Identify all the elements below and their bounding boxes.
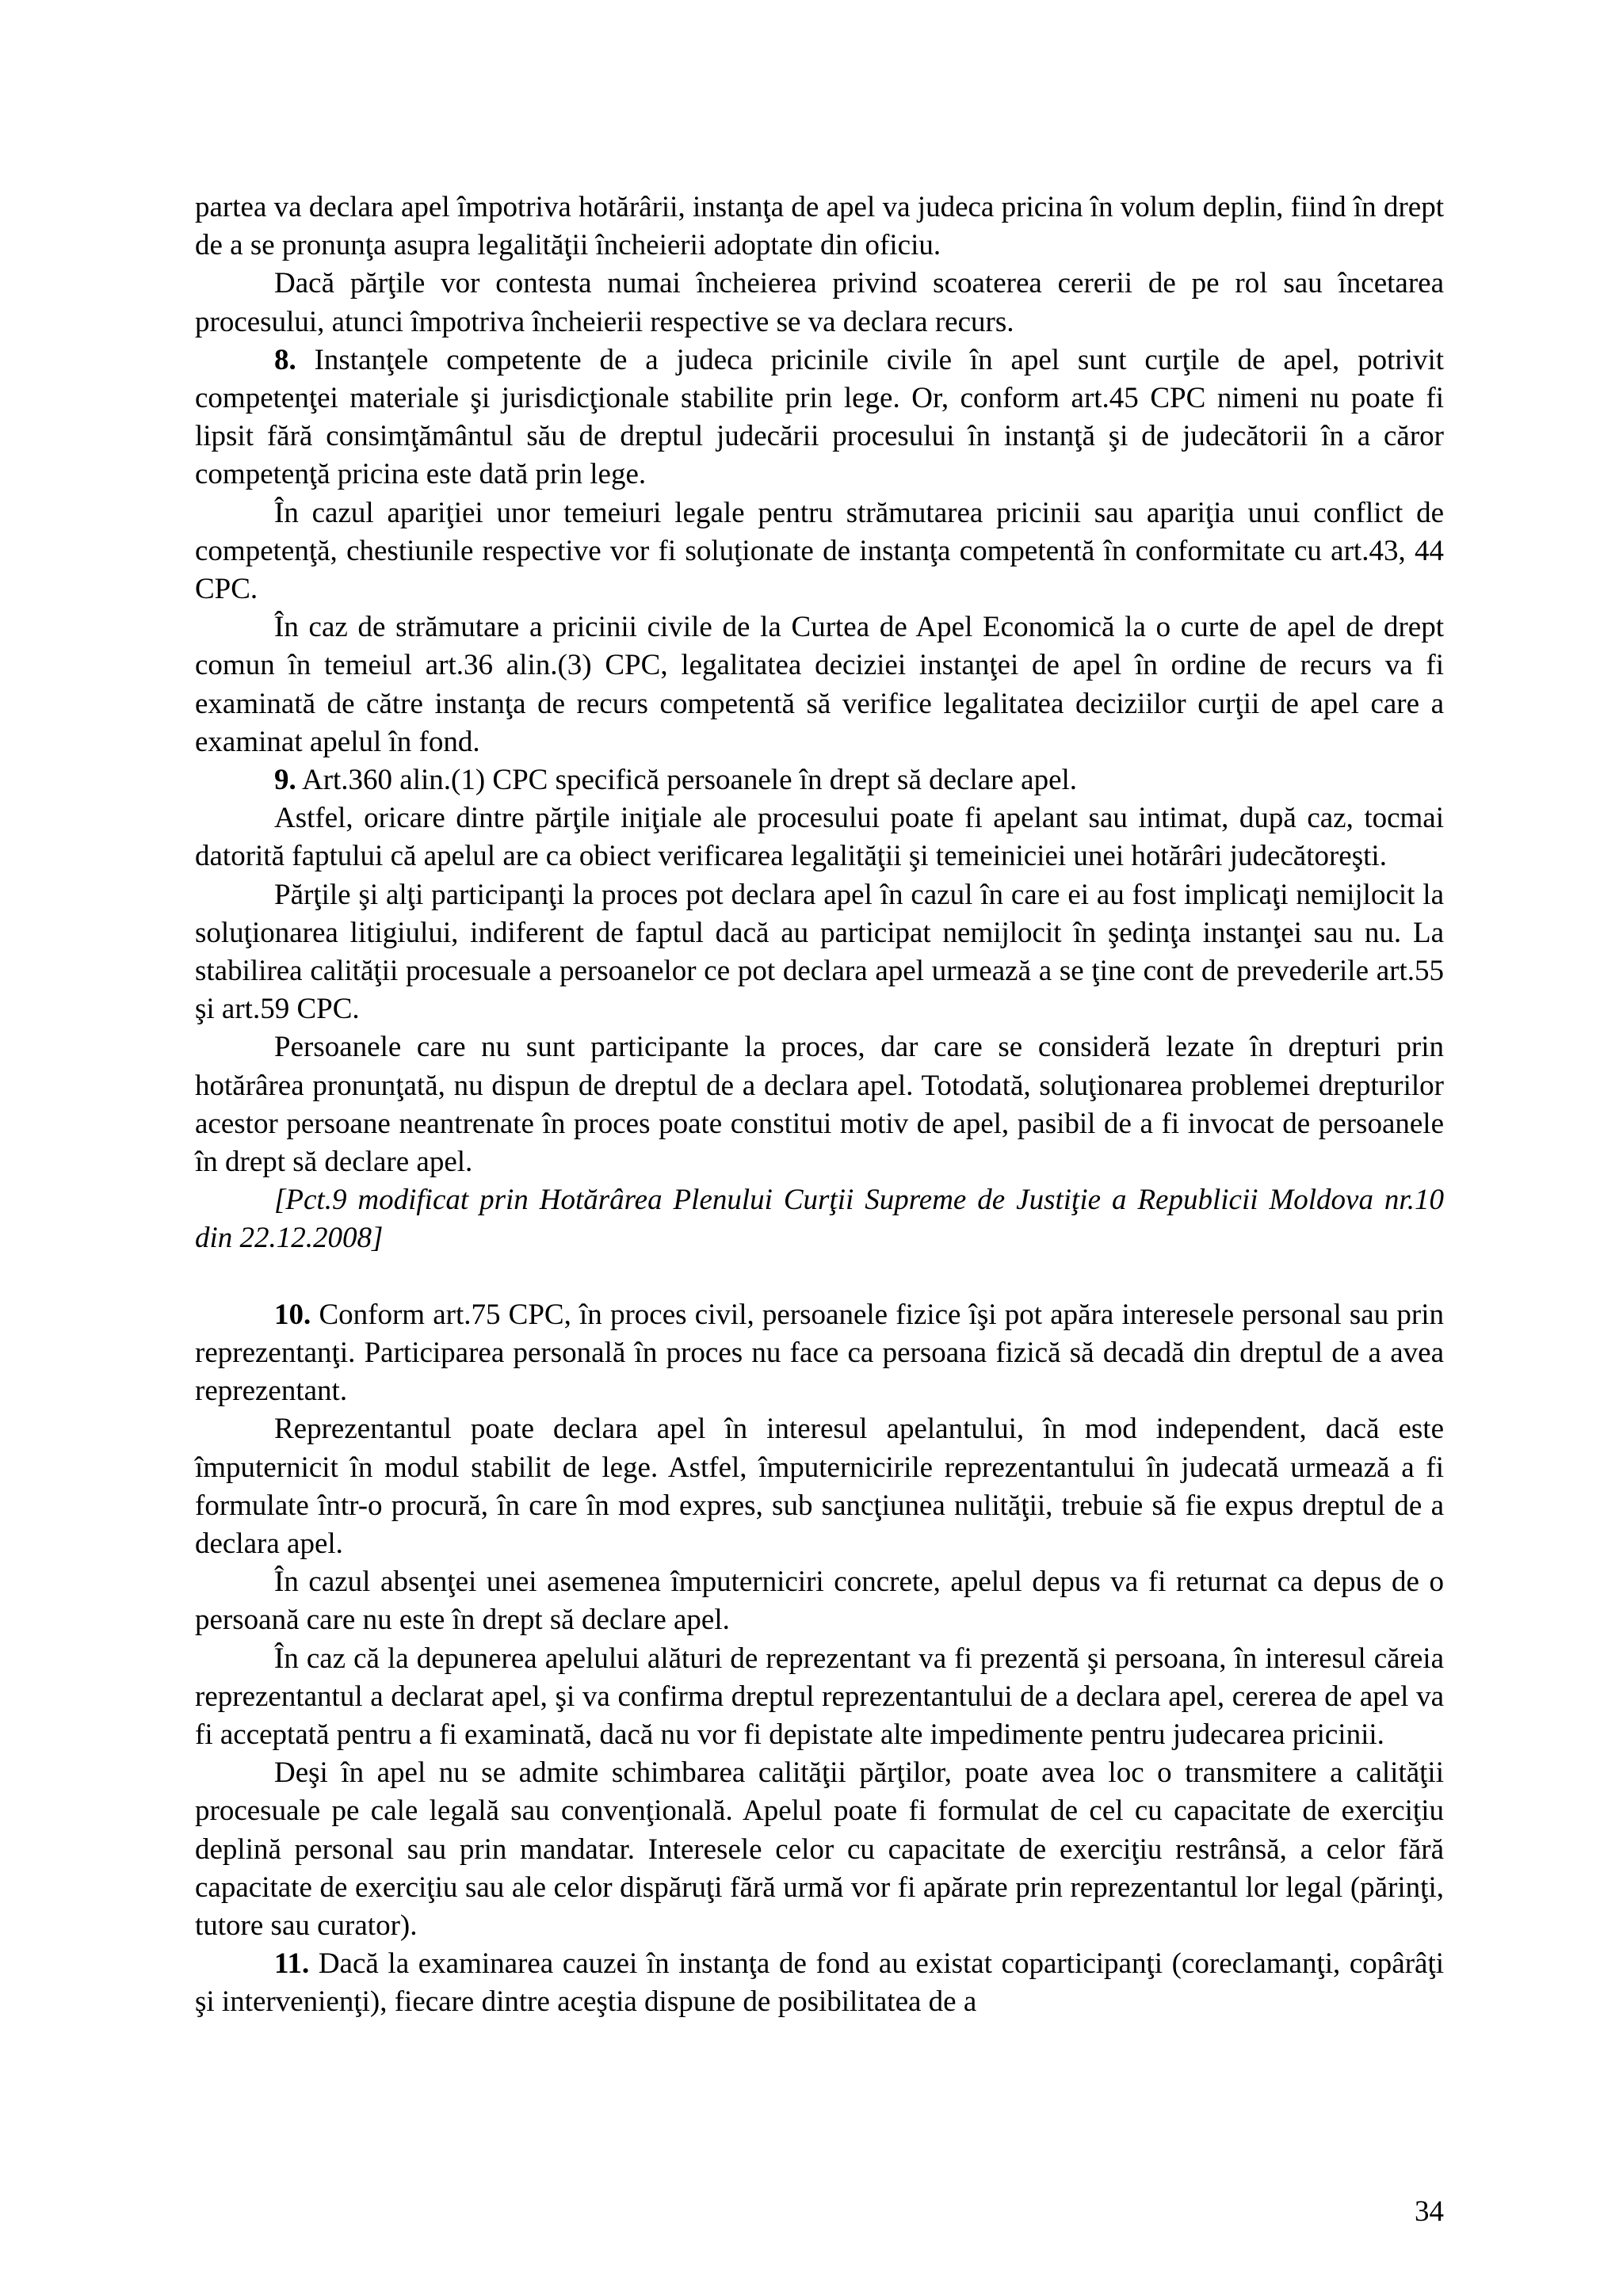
note-text: [Pct.9 modificat prin Hotărârea Plenului Curţii Supreme de Justiţie a Republicii Moldova nr.10 din 22.12.2008] [195, 1184, 1444, 1255]
paragraph-text: Dacă la examinarea cauzei în instanţa de fond au existat coparticipanţi (coreclamanţi, copârâţi şi intervenienţi), fiecare dintre aceştia dispune de posibilitatea de a [195, 1947, 1444, 2019]
paragraph-text: Dacă părţile vor contesta numai încheierea privind scoaterea cererii de pe rol sau încetarea procesului, atunci împotriva încheierii respective se va declara recurs. [195, 267, 1444, 338]
paragraph-8 [195, 876, 1444, 1029]
paragraph-15 [195, 1754, 1444, 1945]
paragraph-text: partea va declara apel împotriva hotărârii, instanţa de apel va judeca pricina în volum deplin, fiind în drept de a se pronunţa asupra legalităţii încheierii adoptate din oficiu. [195, 191, 1444, 262]
paragraph-point-8 [195, 341, 1444, 494]
paragraph-7 [195, 799, 1444, 875]
paragraph-text: Părţile şi alţi participanţi la proces pot declara apel în cazul în care ei au fost implicaţi nemijlocit la soluţionarea litigiului, indiferent de faptul dacă au participat nemijlocit în şedinţa instanţei sau nu. La stabilirea calităţii procesuale a persoanelor ce pot declara apel urmează a se ţine cont de prevederile art.55 şi art.59 CPC. [195, 878, 1444, 1026]
paragraph-text: În cazul apariţiei unor temeiuri legale pentru strămutarea pricinii sau apariţia unui conflict de competenţă, chestiunile respective vor fi soluţionate de instanţa competentă în conformitate cu art.43, 44 CPC. [195, 496, 1444, 606]
point-number: 11. [274, 1947, 310, 1981]
paragraph-4 [195, 494, 1444, 609]
paragraph-text: Deşi în apel nu se admite schimbarea calităţii părţilor, poate avea loc o transmitere a calităţii procesuale pe cale legală sau convenţională. Apelul poate fi formulat de cel cu capacitate de exerciţiu deplină personal sau prin mandatar. Interesele celor cu capacitate de exerciţiu restrânsă, a celor fără capacitate de exerciţiu sau ale celor dispăruţi fără urmă vor fi apărate prin reprezentantul lor legal (părinţi, tutore sau curator). [195, 1756, 1444, 1942]
paragraph-text: În caz că la depunerea apelului alături de reprezentant va fi prezentă şi persoana, în interesul căreia reprezentantul a declarat apel, şi va confirma dreptul reprezentantului de a declara apel, cererea de apel va fi acceptată pentru a fi examinată, dacă nu vor fi depistate alte impedimente pentru judecarea pricinii. [195, 1642, 1444, 1751]
page-number: 34 [1415, 2195, 1444, 2228]
paragraph-point-10 [195, 1296, 1444, 1411]
paragraph-text: Instanţele competente de a judeca pricinile civile în apel sunt curţile de apel, potrivit competenţei materiale şi jurisdicţionale stabilite prin lege. Or, conform art.45 CPC nimeni nu poate fi lipsit fără consimţământul său de dreptul judecării procesului în instanţă şi de judecătorii în a căror competenţă pricina este dată prin lege. [195, 343, 1445, 491]
point-number: 8. [274, 343, 296, 376]
paragraph-point-11 [195, 1945, 1444, 2021]
paragraph-text: Persoanele care nu sunt participante la proces, dar care se consideră lezate în drepturi prin hotărârea pronunţată, nu dispun de dreptul de a declara apel. Totodată, soluţionarea problemei drepturilor acestor persoane neantrenate în proces poate constitui motiv de apel, pasibil de a fi invocat de persoanele în drept să declare apel. [195, 1031, 1444, 1179]
paragraph-13 [195, 1563, 1444, 1639]
paragraph-text: În cazul absenţei unei asemenea împuterniciri concrete, apelul depus va fi returnat ca depus de o persoană care nu este în drept să declare apel. [195, 1566, 1444, 1637]
paragraph-point-9 [195, 761, 1444, 799]
paragraph-14 [195, 1640, 1444, 1755]
paragraph-text: Astfel, oricare dintre părţile iniţiale ale procesului poate fi apelant sau intimat, după caz, tocmai datorită faptului că apelul are ca obiect verificarea legalităţii şi temeiniciei unei hotărâri judecătoreşti. [195, 802, 1444, 873]
point-number: 9. [274, 764, 296, 797]
paragraph-text: Conform art.75 CPC, în proces civil, persoanele fizice îşi pot apăra interesele personal sau prin reprezentanţi. Participarea personală în proces nu face ca persoana fizică să decadă din dreptul de a avea reprezentant. [195, 1298, 1444, 1408]
paragraph-5 [195, 608, 1444, 761]
paragraph-2 [195, 265, 1444, 341]
paragraph-9 [195, 1028, 1444, 1181]
point-number: 10. [274, 1298, 311, 1331]
paragraph-text: Reprezentantul poate declara apel în interesul apelantului, în mod independent, dacă este împuternicit în modul stabilit de lege. Astfel, împuternicirile reprezentantului în judecată urmează a fi formulate într-o procură, în care în mod expres, sub sancţiunea nulităţii, trebuie să fie expus dreptul de a declara apel. [195, 1413, 1444, 1560]
paragraph-text: Art.360 alin.(1) CPC specifică persoanele în drept să declare apel. [301, 764, 1078, 797]
paragraph-text: În caz de strămutare a pricinii civile de la Curtea de Apel Economică la o curte de apel de drept comun în temeiul art.36 alin.(3) CPC, legalitatea deciziei instanţei de apel în ordine de recurs va fi examinată de către instanţa de recurs competentă să verifice legalitatea deciziilor curţii de apel care a examinat apelul în fond. [195, 611, 1444, 758]
document-page [195, 189, 1444, 2022]
amendment-note [195, 1181, 1444, 1257]
paragraph-12 [195, 1410, 1444, 1563]
paragraph-1 [195, 189, 1444, 265]
